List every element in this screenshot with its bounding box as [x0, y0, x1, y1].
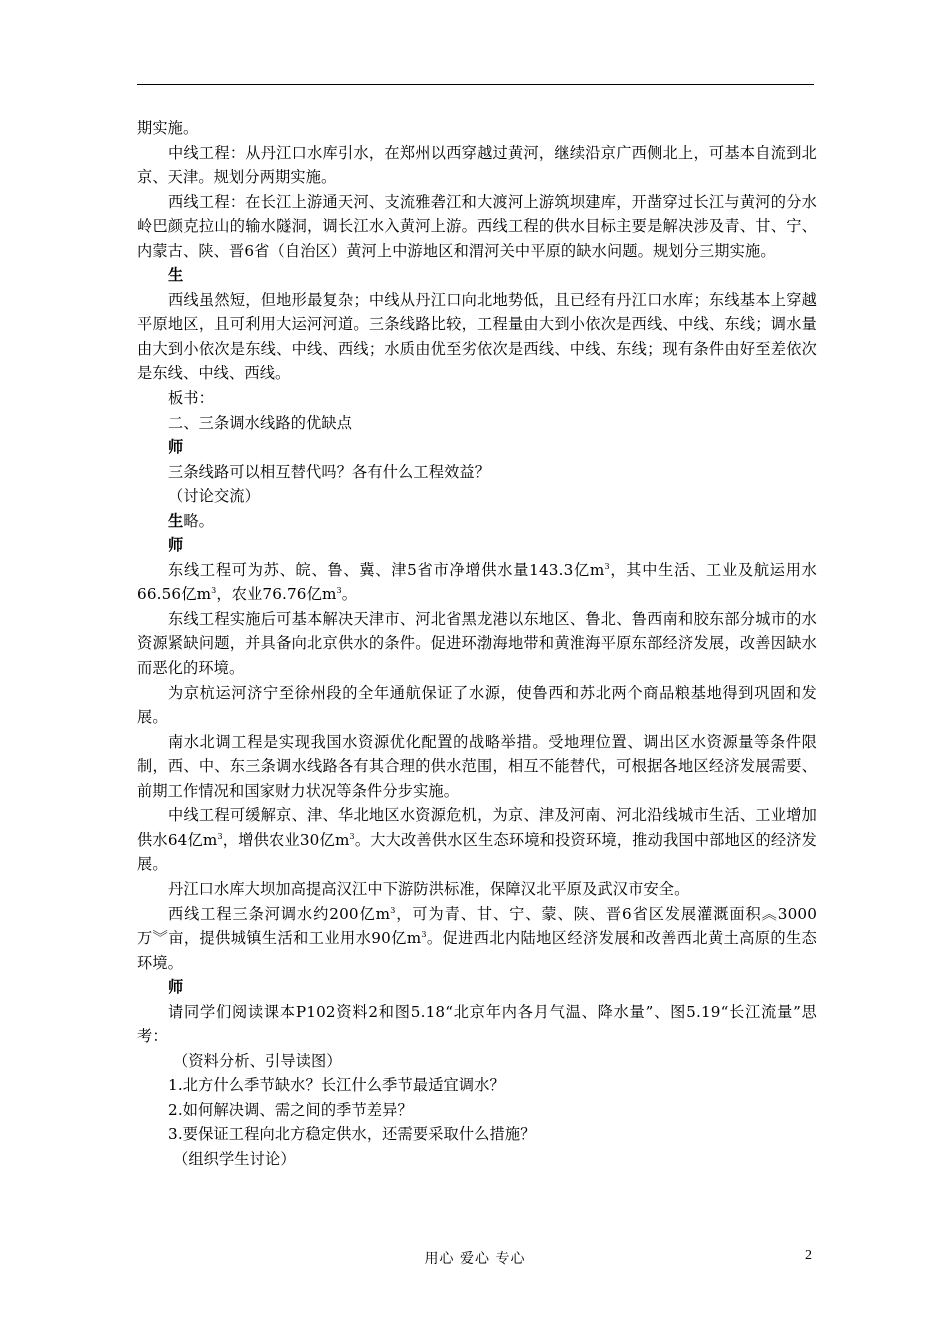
paragraph: 1.北方什么季节缺水？长江什么季节最适宜调水？ — [168, 1076, 505, 1095]
footer-text: 用心 爱心 专心 — [424, 1251, 526, 1267]
paragraph: 2.如何解决调、需之间的季节差异？ — [168, 1100, 413, 1119]
paragraph: 板书： — [168, 389, 215, 408]
paragraph: （讨论交流） — [168, 487, 261, 506]
paragraph: 二、三条调水线路的优缺点 — [168, 413, 353, 432]
paragraph: （组织学生讨论） — [173, 1149, 296, 1168]
paragraph: 东线工程可为苏、皖、鲁、冀、津5省市净增供水量143.3亿$m^3$，其中生活、工业及航运用水66.56亿$m^3$，农业76.76亿$m^3$。 — [137, 560, 818, 604]
page-number: 2 — [805, 1248, 812, 1263]
speaker-label: 生 — [168, 511, 184, 530]
paragraph: 中线工程可缓解京、津、华北地区水资源危机，为京、津及河南、河北沿线城市生活、工业增加供水64亿$m^3$，增供农业30亿$m^3$。大大改善供水区生态环境和投资环境，推动我国中部地区的经济发展。 — [137, 806, 818, 874]
paragraph: 西线工程：在长江上游通天河、支流雅砻江和大渡河上游筑坝建库，开凿穿过长江与黄河的分水岭巴颜克拉山的输水隧洞，调长江水入黄河上游。西线工程的供水目标主要是解决涉及青、甘、宁、内蒙古、陕、晋6省（自治区）黄河上中游地区和渭河关中平原的缺水问题。规划分三期实施。 — [137, 192, 817, 260]
paragraph: 为京杭运河济宁至徐州段的全年通航保证了水源，使鲁西和苏北两个商品粮基地得到巩固和发展。 — [137, 683, 817, 727]
speaker-label: 师 — [168, 438, 184, 457]
paragraph: 丹江口水库大坝加高提高汉江中下游防洪标准，保障汉北平原及武汉市安全。 — [168, 879, 690, 898]
paragraph: 东线工程实施后可基本解决天津市、河北省黑龙港以东地区、鲁北、鲁西南和胶东部分城市的水资源紧缺问题，并具备向北京供水的条件。促进环渤海地带和黄淮海平原东部经济发展，改善因缺水而恶化的环境。 — [137, 609, 817, 678]
speaker-label: 生 — [168, 266, 184, 285]
speaker-label: 师 — [168, 978, 184, 997]
paragraph: 南水北调工程是实现我国水资源优化配置的战略举措。受地理位置、调出区水资源量等条件限制，西、中、东三条调水线路各有其合理的供水范围，相互不能替代，可根据各地区经济发展需要、前期工作情况和国家财力状况等条件分步实施。 — [137, 732, 817, 800]
speaker-label: 师 — [168, 536, 184, 555]
document-body — [137, 116, 817, 1172]
paragraph: 西线虽然短，但地形最复杂；中线从丹江口向北地势低，且已经有丹江口水库；东线基本上穿越平原地区，且可利用大运河河道。三条线路比较，工程量由大到小依次是西线、中线、东线；调水量由大到小依次是东线、中线、西线；水质由优至劣依次是西线、中线、东线；现有条件由好至差依次是东线、中线、西线。 — [137, 290, 817, 383]
paragraph: 中线工程：从丹江口水库引水，在郑州以西穿越过黄河，继续沿京广西侧北上，可基本自流到北京、天津。规划分两期实施。 — [137, 143, 817, 187]
paragraph: 请同学们阅读课本P102资料2和图5.18“北京年内各月气温、降水量”、图5.19“长江流量”思考： — [137, 1002, 817, 1046]
paragraph: 生略。 — [168, 511, 215, 530]
header-rule — [137, 84, 814, 85]
paragraph: 三条线路可以相互替代吗？各有什么工程效益？ — [168, 462, 491, 481]
paragraph: 期实施。 — [137, 119, 199, 137]
paragraph: （资料分析、引导读图） — [173, 1051, 342, 1070]
paragraph: 3.要保证工程向北方稳定供水，还需要采取什么措施？ — [168, 1125, 536, 1144]
paragraph: 西线工程三条河调水约200亿$m^3$，可为青、甘、宁、蒙、陕、晋6省区发展灌溉面积︽3000万︾亩，提供城镇生活和工业用水90亿$m^3$。促进西北内陆地区经济发展和改善西北黄土高原的生态环境。 — [137, 904, 818, 972]
